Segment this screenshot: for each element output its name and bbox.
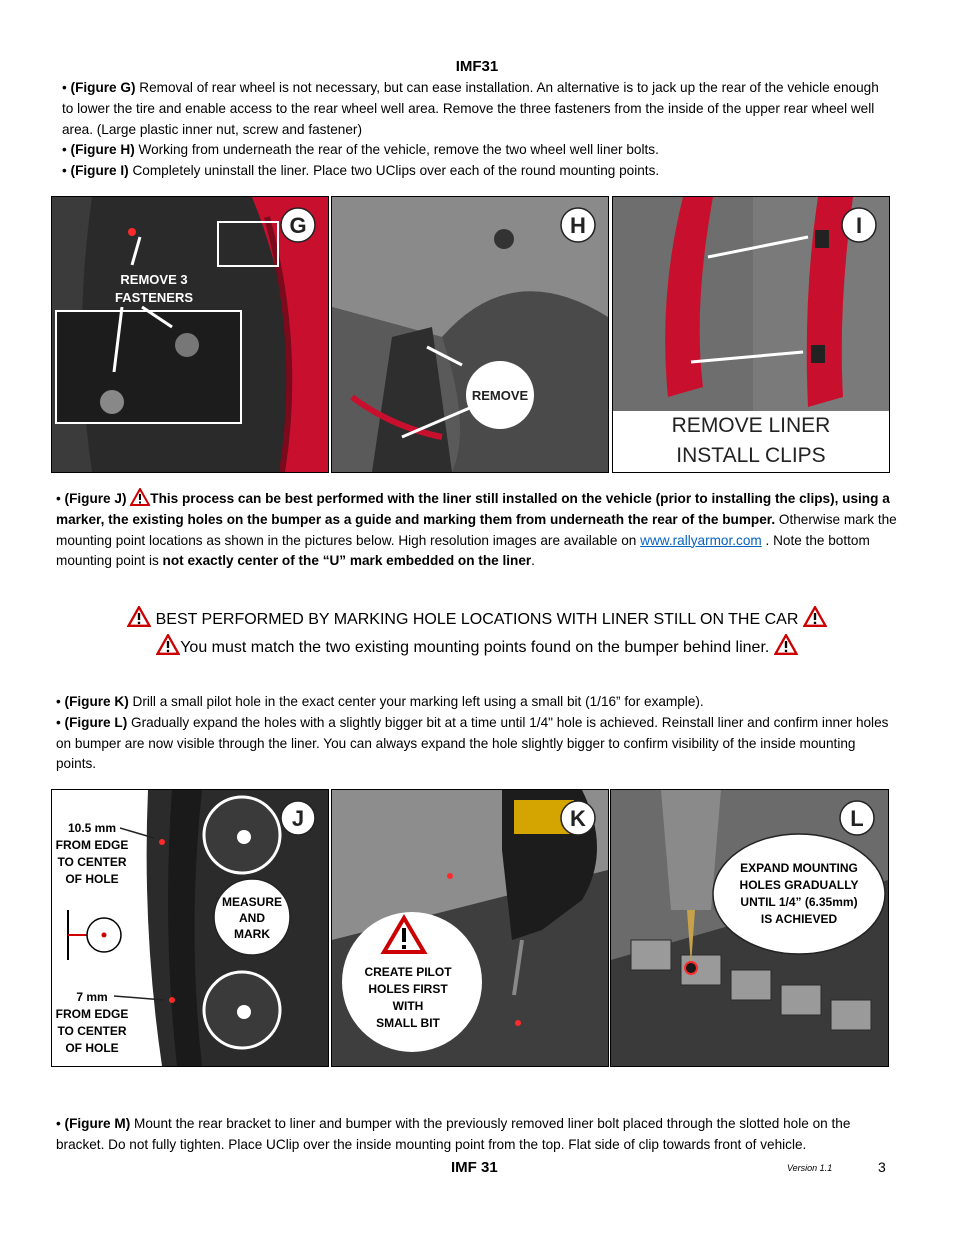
bubble-line: MEASURE — [221, 895, 283, 909]
page-title: IMF31 — [455, 58, 499, 75]
figure-ref: (Figure H) — [70, 142, 135, 158]
figure-letter-j: J — [291, 806, 305, 831]
photo-figure-l — [610, 789, 889, 1067]
photo-figure-h — [331, 196, 609, 473]
warning-icon — [774, 634, 798, 655]
bubble-line: SMALL BIT — [376, 1016, 440, 1030]
warning-line-2 — [0, 634, 954, 662]
figure-letter-k: K — [570, 806, 586, 831]
warning-icon — [156, 634, 180, 655]
bubble-line: IS ACHIEVED — [760, 912, 838, 926]
step-text: Completely uninstall the liner. Place two UClips over each of the round mounting points. — [128, 163, 660, 179]
steps-mid — [56, 692, 898, 775]
bubble-line: HOLES GRADUALLY — [739, 878, 859, 892]
warning-line-1 — [0, 606, 954, 634]
photo-label: REMOVE — [471, 388, 529, 403]
dim-line: TO CENTER — [57, 855, 127, 869]
step-figure-g: • (Figure G) Removal of rear wheel is not necessary, but can ease installation. An alternative is to jack up the rear of the vehicle enough to lower the tire and enable access to the rear wheel well area. Remove the three fasteners from the inside of the upper rear wheel well area. (Large plastic inner nut, screw and fastener) — [62, 80, 879, 137]
bubble-line: UNTIL 1/4” (6.35mm) — [740, 895, 858, 909]
photo-figure-g — [51, 196, 329, 473]
note-bold: not exactly center of the “U” mark embedded on the liner — [162, 553, 532, 569]
step-text: Drill a small pilot hole in the exact center your marking left using a small bit (1/16” for example). — [128, 694, 704, 709]
photo-figure-j — [51, 789, 329, 1067]
dim-line: FROM EDGE — [55, 1007, 129, 1021]
note-text: . Note the bottom mounting point is — [56, 532, 870, 569]
step-figure-h: • (Figure H) Working from underneath the rear of the vehicle, remove the two wheel well liner bolts. — [62, 142, 659, 158]
figure-ref: (Figure I) — [70, 163, 129, 179]
bubble-line: WITH — [392, 999, 424, 1013]
figure-j-note: • (Figure J) This process can be best performed with the liner still installed on the vehicle (prior to installing the clips), using a marker, the existing holes on the bumper as a guide and marking them from underneath the rear of the bumper. Otherwise mark the mounting point locations as shown in the pictures below. High resolution images are available on www.rallyarmor.com . Note the bottom mounting point is not exactly center of the “U” mark embedded on the liner. — [56, 488, 898, 572]
warning-icon — [127, 606, 151, 627]
step-text: Mount the rear bracket to liner and bumper with the previously removed liner bolt placed through the slotted hole on the bracket. Do not fully tighten. Place UClip over the inside mounting point from the top. Flat side of clip towards front of vehicle. — [56, 1116, 851, 1152]
step-figure-m: • (Figure M) Mount the rear bracket to liner and bumper with the previously removed liner bolt placed through the slotted hole on the bracket. Do not fully tighten. Place UClip over the inside mounting point from the top. Flat side of clip towards front of vehicle. — [56, 1116, 851, 1152]
warning-block — [0, 606, 954, 662]
figure-ref: (Figure J) — [64, 491, 127, 506]
figure-ref: (Figure K) — [64, 694, 129, 709]
figure-ref: (Figure G) — [70, 80, 136, 95]
step-figure-l: • (Figure L) Gradually expand the holes with a slightly bigger bit at a time until 1/4" hole is achieved. Reinstall liner and confirm inner holes on bumper are now visible through the liner. You can always expand the hole slightly bigger to confirm visibility of the inside mounting points. — [56, 714, 889, 772]
warning-text: You must match the two existing mounting points found on the bumper behind liner. — [180, 639, 774, 656]
figure-letter-g: G — [289, 213, 307, 238]
dim-line: FROM EDGE — [55, 838, 129, 852]
step-figure-k: • (Figure K) Drill a small pilot hole in the exact center your marking left using a small bit (1/16” for example). — [56, 694, 704, 709]
bubble-line: EXPAND MOUNTING — [740, 861, 858, 875]
version-label: Version 1.1 — [787, 1163, 833, 1173]
figure-letter-l: L — [850, 806, 864, 831]
photo-caption: REMOVE LINER — [671, 414, 831, 437]
bubble-line: CREATE PILOT — [364, 965, 452, 979]
step-text: Gradually expand the holes with a slightly bigger bit at a time until 1/4" hole is achieved. Reinstall liner and confirm inner holes on bumper are now visible through the liner. You can always expand the hole slightly bigger to confirm visibility of the inside mounting points. — [56, 714, 889, 772]
warning-icon — [130, 488, 150, 506]
steps-top — [62, 78, 892, 182]
dim-line: 10.5 mm — [67, 821, 117, 835]
bubble-line: AND — [239, 911, 265, 925]
figure-letter-i: I — [855, 213, 863, 238]
figure-letter-h: H — [570, 213, 586, 238]
photo-caption: INSTALL CLIPS — [676, 444, 826, 467]
photo-label: REMOVE 3 — [120, 272, 188, 287]
warning-text: BEST PERFORMED BY MARKING HOLE LOCATIONS WITH LINER STILL ON THE CAR — [151, 611, 803, 628]
photo-label: FASTENERS — [114, 290, 194, 305]
bubble-line: MARK — [234, 927, 270, 941]
warning-icon — [803, 606, 827, 627]
step-text: Removal of rear wheel is not necessary, but can ease installation. An alternative is to jack up the rear of the vehicle enough to lower the tire and enable access to the rear wheel well area. Remove the three fasteners from the inside of the upper rear wheel well area. (Large plastic inner nut, screw and fastener) — [62, 80, 879, 137]
note-text: . — [531, 553, 535, 569]
dim-line: TO CENTER — [57, 1024, 127, 1038]
figure-ref: (Figure L) — [64, 714, 128, 730]
figure-ref: (Figure M) — [64, 1116, 131, 1131]
photo-figure-i — [612, 196, 890, 473]
photo-figure-k — [331, 789, 609, 1067]
note-bold: This process can be best performed with the liner still installed on the vehicle (prior to installing the clips), using a marker, the existing holes on the bumper as a guide and marking them from underneath the rear of the bumper. — [56, 491, 890, 527]
website-link[interactable]: www.rallyarmor.com — [640, 532, 762, 548]
dim-line: OF HOLE — [65, 872, 119, 886]
step-figure-i: • (Figure I) Completely uninstall the liner. Place two UClips over each of the round mounting points. — [62, 163, 660, 179]
page-number: 3 — [878, 1159, 886, 1175]
step-text: Working from underneath the rear of the vehicle, remove the two wheel well liner bolts. — [134, 142, 659, 158]
note-text: Otherwise mark the mounting point locations as shown in the pictures below. High resolution images are available on — [56, 511, 897, 548]
bubble-line: HOLES FIRST — [368, 982, 448, 996]
footer-title: IMF 31 — [451, 1159, 498, 1176]
dim-line: 7 mm — [76, 990, 108, 1004]
dim-line: OF HOLE — [65, 1041, 119, 1055]
